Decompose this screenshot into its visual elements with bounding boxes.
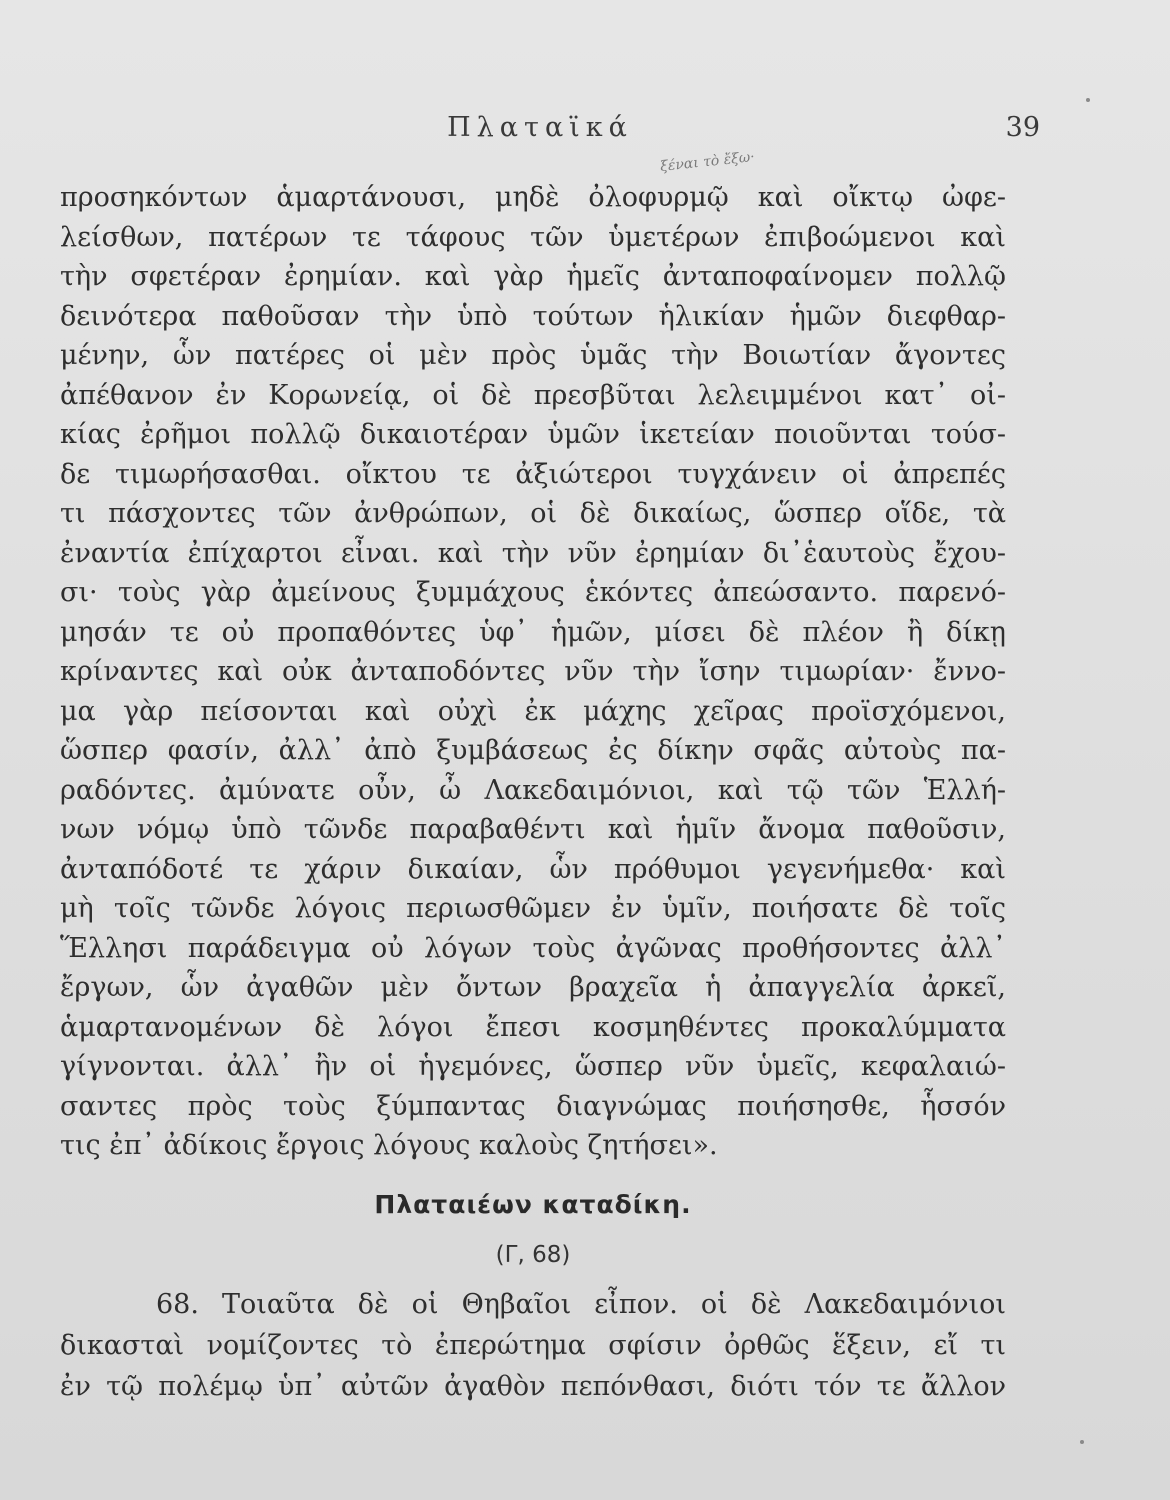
text-line: σι· τοὺς γὰρ ἀμείνους ξυμμάχους ἑκόντες ἀπεώσαντο. παρενό- (60, 577, 1006, 608)
text-line: ἐναντία ἐπίχαρτοι εἶναι. καὶ τὴν νῦν ἐρημίαν δι᾽ἑαυτοὺς ἔχου- (60, 537, 1006, 569)
text-line: γίγνονται. ἀλλ᾽ ἢν οἱ ἡγεμόνες, ὥσπερ νῦν ὑμεῖς, κεφαλαιώ- (60, 1051, 1006, 1082)
text-line: τι πάσχοντες τῶν ἀνθρώπων, οἱ δὲ δικαίως, ὥσπερ οἵδε, τὰ (60, 498, 1006, 529)
text-line: ραδόντες. ἀμύνατε οὖν, ὦ Λακεδαιμόνιοι, καὶ τῷ τῶν Ἑλλή- (60, 774, 1006, 806)
paragraph-68 (60, 1284, 1006, 1407)
text-line: ἀνταπόδοτέ τε χάριν δικαίαν, ὧν πρόθυμοι γεγενήμεθα· καὶ (60, 853, 1006, 885)
text-line: ἁμαρτανομένων δὲ λόγοι ἔπεσι κοσμηθέντες προκαλύμματα (60, 1011, 1006, 1043)
text-line: μησάν τε οὐ προπαθόντες ὑφ᾽ ἡμῶν, μίσει δὲ πλέον ἢ δίκῃ (60, 616, 1006, 648)
text-line: δικασταὶ νομίζοντες τὸ ἐπερώτημα σφίσιν ὀρθῶς ἕξειν, εἴ τι (60, 1330, 1006, 1361)
text-line: μα γὰρ πείσονται καὶ οὐχὶ ἐκ μάχης χεῖρας προϊσχόμενοι, (60, 695, 1006, 727)
text-line: μένην, ὧν πατέρες οἱ μὲν πρὸς ὑμᾶς τὴν Βοιωτίαν ἄγοντες (60, 340, 1006, 371)
text-line: τις ἐπ᾽ ἀδίκοις ἔργοις λόγους καλοὺς ζητήσει». (60, 1130, 718, 1161)
text-line: δεινότερα παθοῦσαν τὴν ὑπὸ τούτων ἡλικίαν ἡμῶν διεφθαρ- (60, 300, 1006, 332)
handwritten-marginal-note: ξέναι τὸ ἔξω· (659, 149, 756, 175)
text-line: σαντες πρὸς τοὺς ξύμπαντας διαγνώμας ποιήσησθε, ἧσσόν (60, 1090, 1006, 1122)
running-head (60, 112, 1040, 152)
text-line: δε τιμωρήσασθαι. οἴκτου τε ἀξιώτεροι τυγχάνειν οἱ ἀπρεπές (60, 458, 1006, 490)
text-line: κίας ἐρῆμοι πολλῷ δικαιοτέραν ὑμῶν ἱκετείαν ποιοῦνται τούσ- (60, 419, 1006, 450)
text-line: ἔργων, ὧν ἀγαθῶν μὲν ὄντων βραχεῖα ἡ ἀπαγγελία ἀρκεῖ, (60, 972, 1006, 1003)
text-line: ὥσπερ φασίν, ἀλλ᾽ ἀπὸ ξυμβάσεως ἐς δίκην σφᾶς αὐτοὺς πα- (60, 735, 1006, 766)
text-line: τὴν σφετέραν ἐρημίαν. καὶ γὰρ ἡμεῖς ἀνταποφαίνομεν πολλῷ (60, 261, 1006, 292)
page-number: 39 (1005, 112, 1040, 143)
paper-speck (1080, 1440, 1084, 1444)
text-line: κρίναντες καὶ οὐκ ἀνταποδόντες νῦν τὴν ἴσην τιμωρίαν· ἔννο- (60, 656, 1006, 687)
paper-speck (1086, 98, 1090, 102)
section-heading: Πλαταιέων καταδίκη. (374, 1190, 692, 1219)
running-title: Πλαταϊκά (447, 112, 633, 143)
text-line: ἀπέθανον ἐν Κορωνείᾳ, οἱ δὲ πρεσβῦται λελειμμένοι κατ᾽ οἰ- (60, 379, 1006, 411)
section-reference: (Γ, 68) (495, 1242, 571, 1268)
text-line: προσηκόντων ἁμαρτάνουσι, μηδὲ ὀλοφυρμῷ καὶ οἴκτῳ ὠφε- (60, 182, 1006, 213)
text-line: λείσθων, πατέρων τε τάφους τῶν ὑμετέρων ἐπιβοώμενοι καὶ (60, 221, 1006, 253)
text-line: ἐν τῷ πολέμῳ ὑπ᾽ αὐτῶν ἀγαθὸν πεπόνθασι, διότι τόν τε ἄλλον (60, 1371, 1006, 1402)
text-line: Ἕλλησι παράδειγμα οὐ λόγων τοὺς ἀγῶνας προθήσοντες ἀλλ᾽ (60, 932, 1006, 964)
paragraph-main (60, 178, 1006, 1166)
text-line: νων νόμῳ ὑπὸ τῶνδε παραβαθέντι καὶ ἡμῖν ἄνομα παθοῦσιν, (60, 814, 1006, 845)
text-line: μὴ τοῖς τῶνδε λόγοις περιωσθῶμεν ἐν ὑμῖν, ποιήσατε δὲ τοῖς (60, 893, 1006, 924)
text-line: 68. Τοιαῦτα δὲ οἱ Θηβαῖοι εἶπον. οἱ δὲ Λακεδαιμόνιοι (156, 1289, 1006, 1320)
